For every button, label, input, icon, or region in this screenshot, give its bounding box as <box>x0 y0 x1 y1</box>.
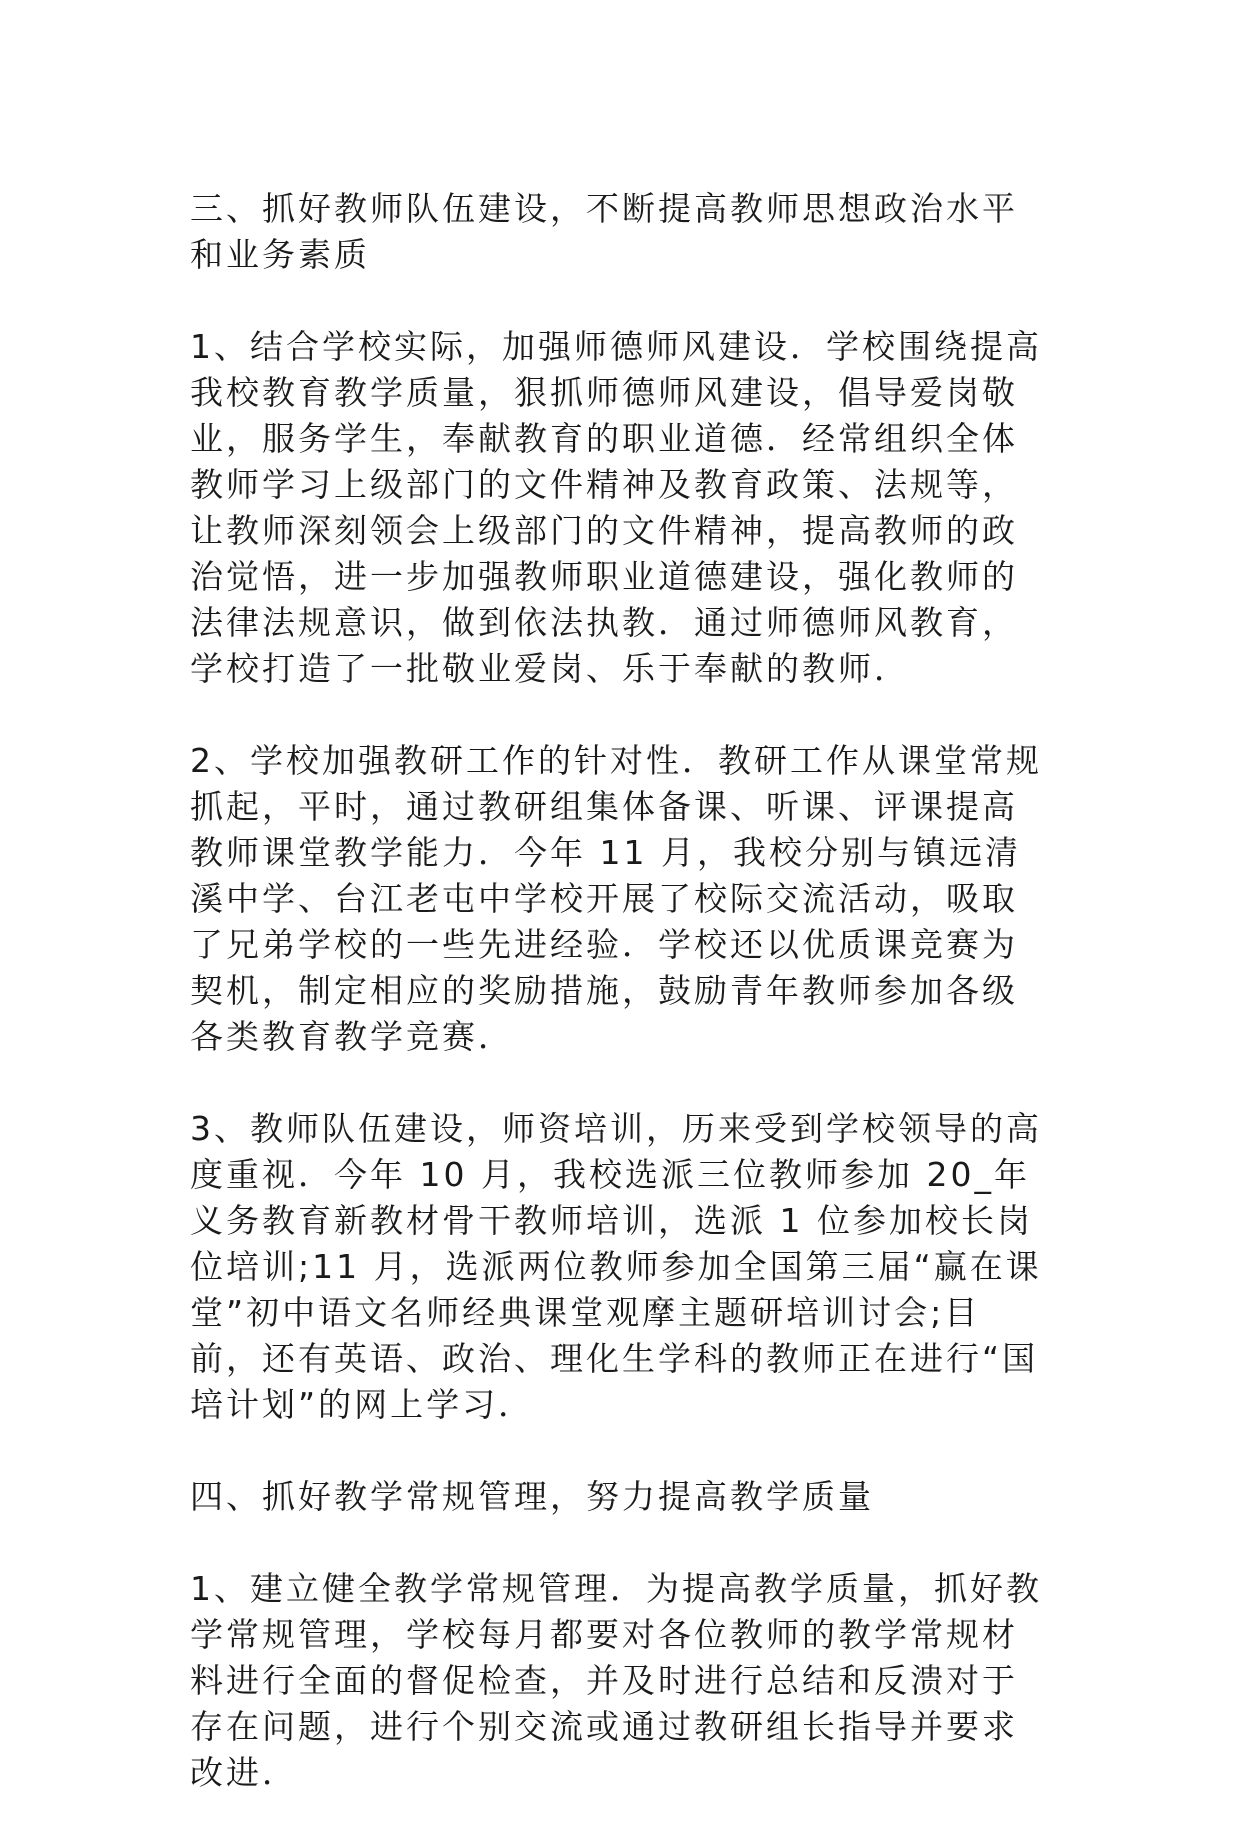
document-body <box>190 186 1050 1842</box>
paragraph-2-teaching-research: 2、学校加强教研工作的针对性．教研工作从课堂常规抓起，平时，通过教研组集体备课、听课、评课提高教师课堂教学能力．今年 11 月，我校分别与镇远清溪中学、台江老屯中学校开展了校际交流活动，吸取了兄弟学校的一些先进经验．学校还以优质课竞赛为契机，制定相应的奖励措施，鼓励青年教师参加各级各类教育教学竞赛． <box>190 741 1042 1056</box>
paragraph-3-teacher-training: 3、教师队伍建设，师资培训，历来受到学校领导的高度重视．今年 10 月，我校选派三位教师参加 20_年义务教育新教材骨干教师培训，选派 1 位参加校长岗位培训;11 月，选派两位教师参加全国第三届“赢在课堂”初中语文名师经典课堂观摩主题研培训讨会;目前，还有英语、政治、理化生学科的教师正在进行“国培计划”的网上学习． <box>190 1109 1042 1424</box>
paragraph-1-teacher-ethics: 1、结合学校实际，加强师德师风建设．学校围绕提高我校教育教学质量，狠抓师德师风建设，倡导爱岗敬业，服务学生，奉献教育的职业道德．经常组织全体教师学习上级部门的文件精神及教育政策、法规等，让教师深刻领会上级部门的文件精神，提高教师的政治觉悟，进一步加强教师职业道德建设，强化教师的法律法规意识，做到依法执教．通过师德师风教育，学校打造了一批敬业爱岗、乐于奉献的教师． <box>190 327 1042 688</box>
section-heading-four: 四、抓好教学常规管理，努力提高教学质量 <box>190 1477 874 1516</box>
paragraph-1-teaching-management: 1、建立健全教学常规管理．为提高教学质量，抓好教学常规管理，学校每月都要对各位教师的教学常规材料进行全面的督促检查，并及时进行总结和反溃对于存在问题，进行个别交流或通过教研组长指导并要求改进． <box>190 1569 1042 1792</box>
section-heading-three: 三、抓好教师队伍建设，不断提高教师思想政治水平和业务素质 <box>190 189 1018 274</box>
